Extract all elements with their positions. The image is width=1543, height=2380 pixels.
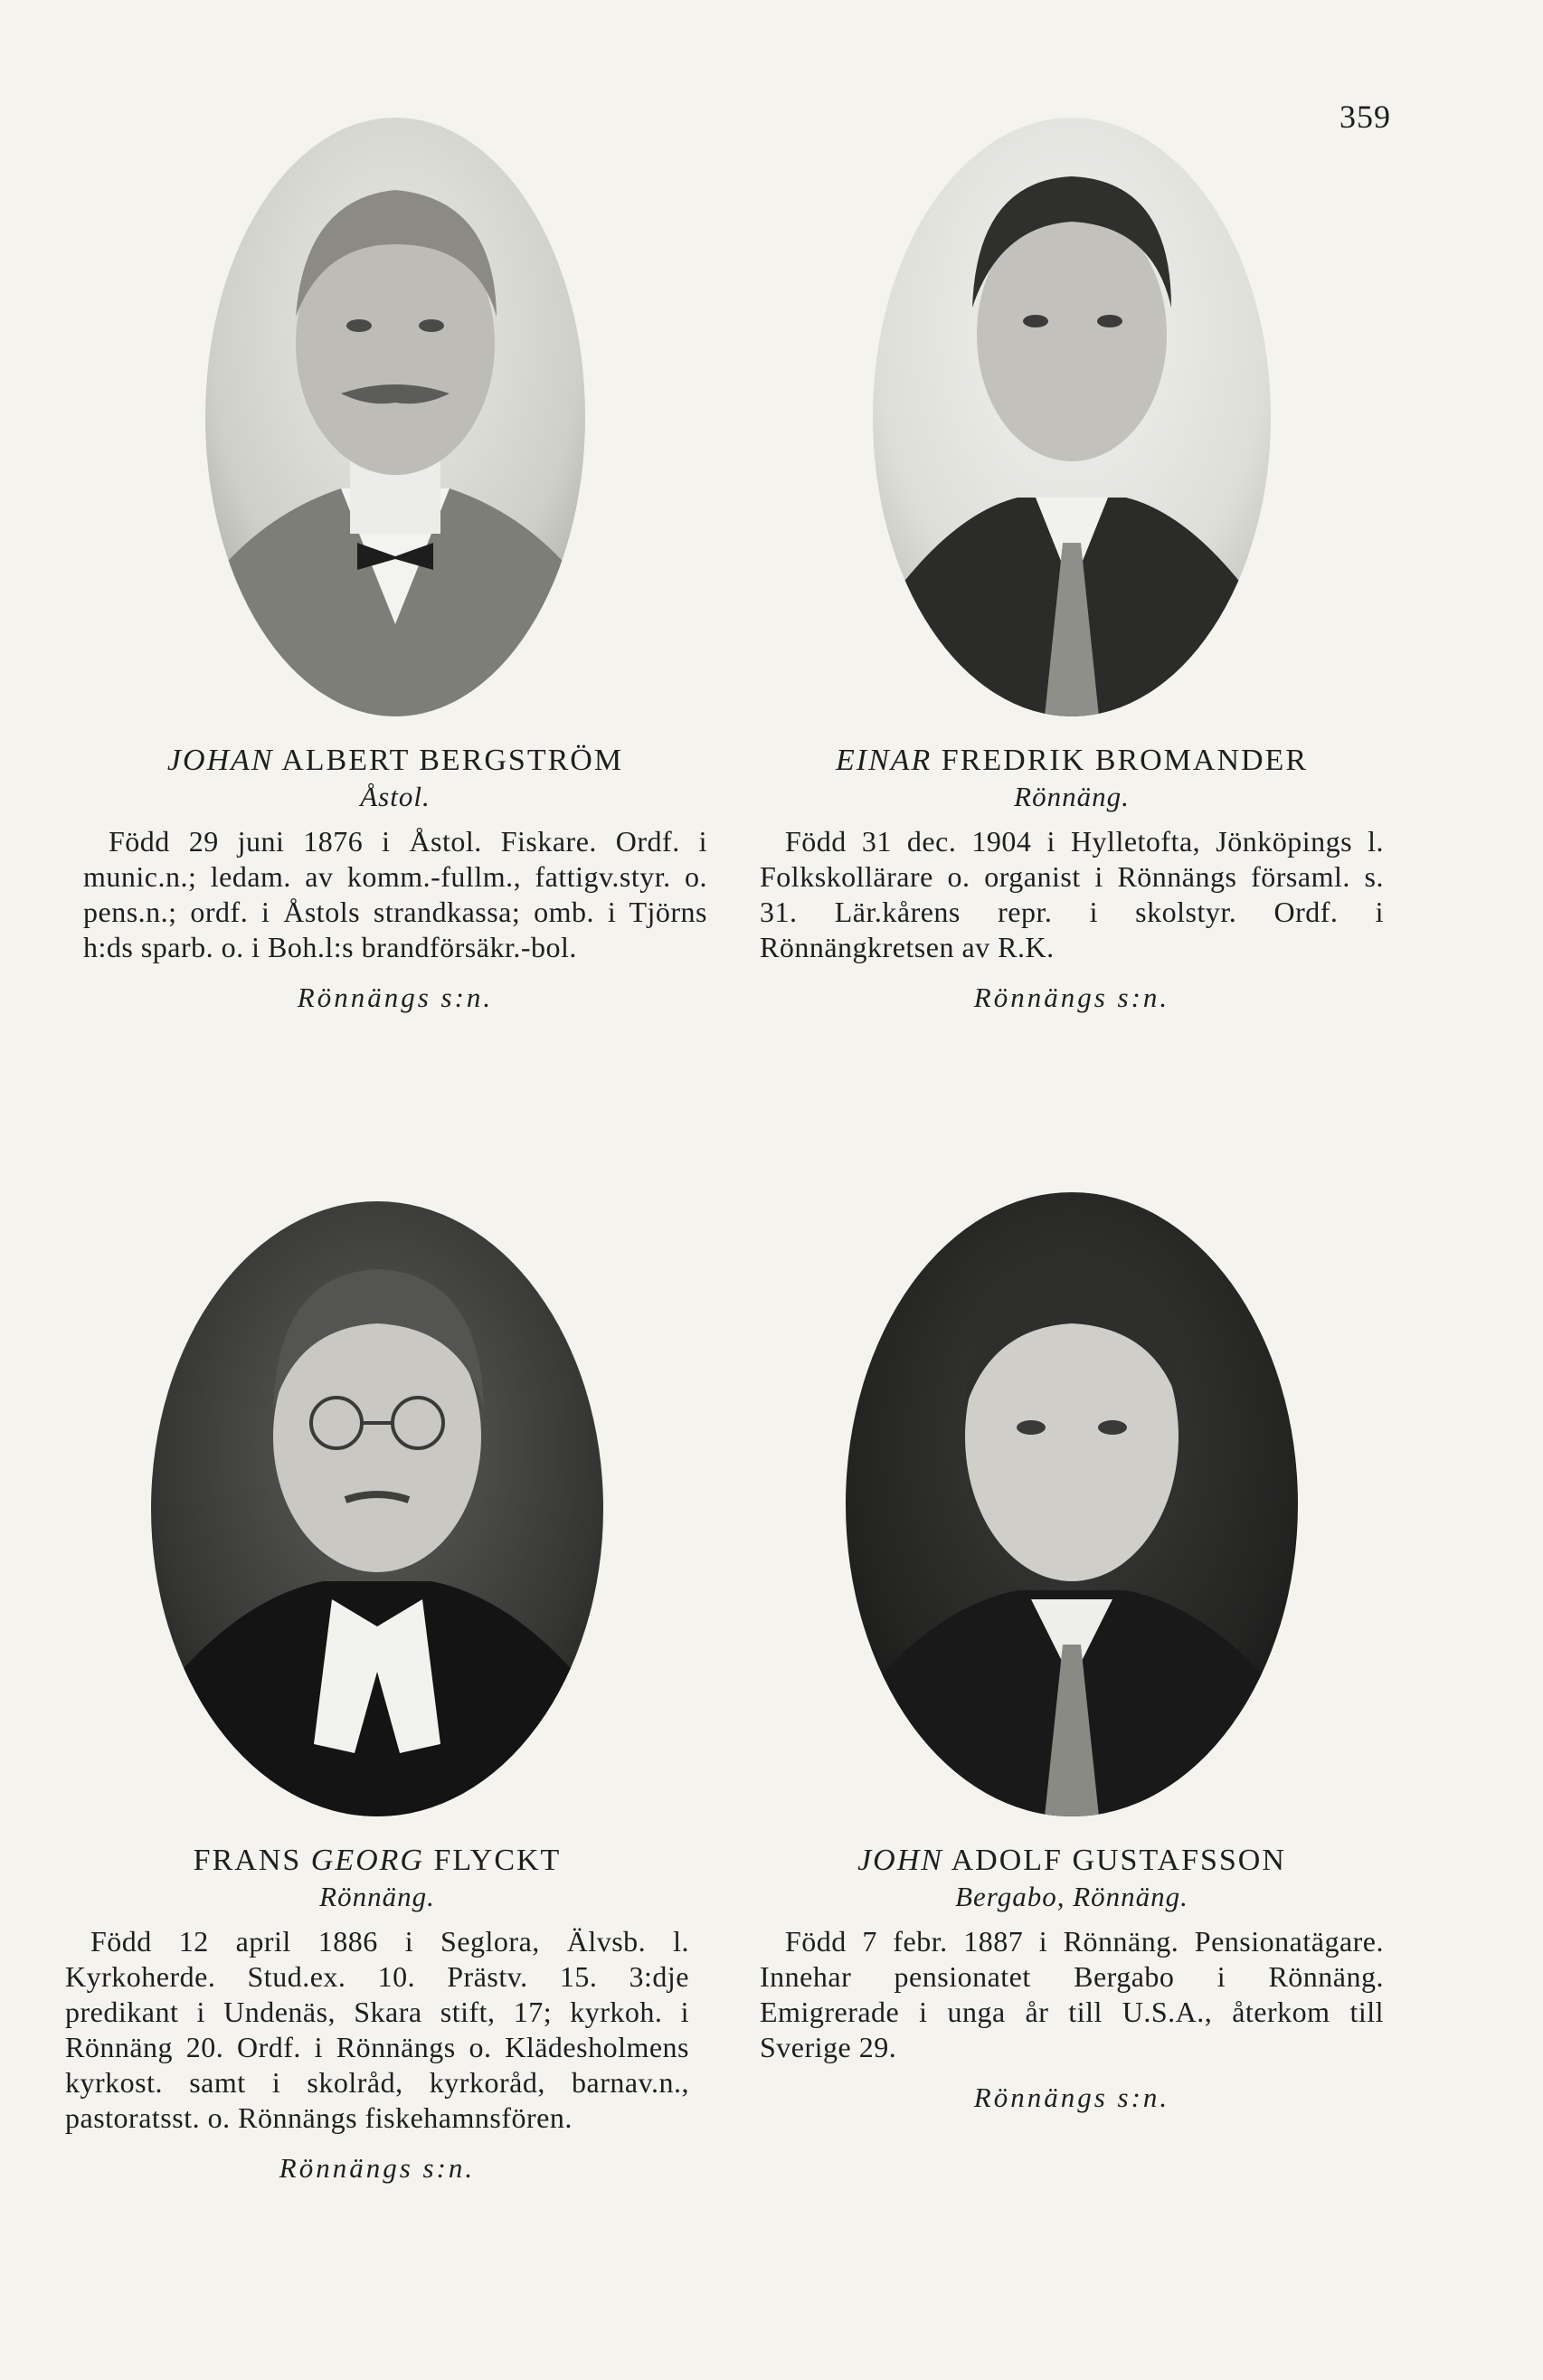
person-name: [65, 1844, 689, 1877]
biography-entry: [83, 118, 707, 1014]
portrait-photo: [873, 118, 1271, 716]
first-name: FRANS: [193, 1844, 302, 1877]
biography-text: Född 31 dec. 1904 i Hylletofta, Jönköpings l. Folkskollärare o. organist i Rönnängs församl. s. 31. Lär.kårens repr. i skolstyr. Ordf. i Rönnängkretsen av R.K.: [760, 825, 1384, 964]
place: Bergabo, Rönnäng.: [955, 1881, 1188, 1913]
person-name: [83, 744, 707, 777]
surname: ALBERT BERGSTRÖM: [281, 744, 624, 777]
surname: FLYCKT: [433, 1844, 562, 1877]
place: Åstol.: [360, 781, 431, 813]
portrait-photo: [151, 1201, 603, 1816]
biography-text: Född 29 juni 1876 i Åstol. Fiskare. Ordf. i munic.n.; ledam. av komm.-fullm., fattigv.styr. o. pens.n.; ordf. i Åstols strandkassa; omb. i Tjörns h:ds sparb. o. i Boh.l:s brandförsäkr.-bol.: [83, 825, 707, 964]
surname: ADOLF GUSTAFSSON: [951, 1844, 1286, 1877]
first-name: JOHN: [857, 1844, 943, 1877]
place: Rönnäng.: [319, 1881, 435, 1913]
biography-entry: [760, 118, 1384, 1014]
parish-signature: Rönnängs s:n.: [973, 2081, 1170, 2114]
first-name: JOHAN: [166, 744, 274, 777]
biography-text: Född 7 febr. 1887 i Rönnäng. Pensionatägare. Innehar pensionatet Bergabo i Rönnäng. Emigrerade i unga år till U.S.A., återkom till Sverige 29.: [760, 1925, 1384, 2064]
page-number: 359: [1339, 99, 1391, 135]
person-name: [760, 1844, 1384, 1877]
parish-signature: Rönnängs s:n.: [279, 2152, 476, 2185]
biography-entry: [65, 1201, 689, 2185]
surname: FREDRIK BROMANDER: [941, 744, 1309, 777]
person-name: [760, 744, 1384, 777]
portrait-photo: [205, 118, 585, 716]
biography-entry: [760, 1192, 1384, 2114]
first-name: EINAR: [835, 744, 932, 777]
biography-text: Född 12 april 1886 i Seglora, Älvsb. l. Kyrkoherde. Stud.ex. 10. Prästv. 15. 3:dje predikant i Undenäs, Skara stift, 17; kyrkoh. i Rönnäng 20. Ordf. i Rönnängs o. Klädesholmens kyrkost. samt i skolråd, kyrkoråd, barnav.n., pastoratsst. o. Rönnängs fiskehamnsfören.: [65, 1925, 689, 2135]
place: Rönnäng.: [1014, 781, 1130, 813]
parish-signature: Rönnängs s:n.: [973, 981, 1170, 1014]
parish-signature: Rönnängs s:n.: [297, 981, 494, 1014]
middle-name: GEORG: [310, 1844, 424, 1877]
portrait-photo: [846, 1192, 1298, 1816]
